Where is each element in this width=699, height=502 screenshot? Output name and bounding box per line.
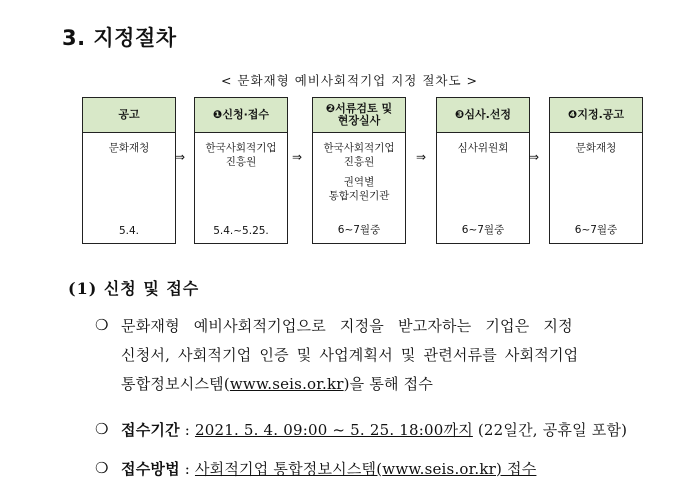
period-label: 접수기간 <box>121 421 180 439</box>
step-header: 공고 <box>83 98 175 133</box>
paragraph-line: 신청서, 사회적기업 인증 및 사업계획서 및 관련서류를 사회적기업 <box>121 346 579 364</box>
step-box-application <box>194 97 288 244</box>
paragraph-line: 통합정보시스템(www.seis.or.kr)을 통해 접수 <box>121 375 434 393</box>
seis-link[interactable]: www.seis.or.kr <box>382 460 497 478</box>
step-box-selection <box>436 97 530 244</box>
step-header: ❷서류검토 및 현장실사 <box>313 98 405 133</box>
step-date: 5.4. <box>118 225 140 237</box>
step-header: ❸심사.선정 <box>437 98 529 133</box>
step-agency: 진흥원 <box>343 156 375 168</box>
method-value: 사회적기업 통합정보시스템(www.seis.or.kr) 접수 <box>194 460 537 478</box>
paragraph-line: 문화재형 예비사회적기업으로 지정을 받고자하는 기업은 지정 <box>121 317 573 335</box>
flow-arrow-icon: ⇒ <box>174 150 186 164</box>
step-date: 6~7월중 <box>461 224 505 236</box>
step-agency: 한국사회적기업 <box>205 142 277 154</box>
method-label: 접수방법 <box>121 460 180 478</box>
step-agency: 권역별 <box>343 176 375 188</box>
step-agency: 통합지원기관 <box>328 190 390 202</box>
flow-arrow-icon: ⇒ <box>415 150 427 164</box>
paragraph-application-info <box>121 312 641 399</box>
subsection-title: (1) 신청 및 접수 <box>68 279 200 298</box>
step-box-review <box>312 97 406 244</box>
step-agency: 심사위원회 <box>457 142 509 154</box>
step-date: 5.4.~5.25. <box>213 225 269 237</box>
step-box-designation <box>549 97 643 244</box>
flow-chart-title: < 문화재형 예비사회적기업 지정 절차도 > <box>220 73 478 88</box>
bullet-icon: ❍ <box>95 316 109 334</box>
paragraph-method: 접수방법 : 사회적기업 통합정보시스템(www.seis.or.kr) 접수 <box>121 460 537 478</box>
period-value: 2021. 5. 4. 09:00 ~ 5. 25. 18:00까지 <box>194 421 473 439</box>
seis-link[interactable]: www.seis.or.kr <box>229 375 344 393</box>
step-header: ❶신청·접수 <box>195 98 287 133</box>
paragraph-period: 접수기간 : 2021. 5. 4. 09:00 ~ 5. 25. 18:00까지 (22일간, 공휴일 포함) <box>121 421 628 439</box>
section-title: 3. 지정절차 <box>62 26 177 50</box>
step-box-announcement <box>82 97 176 244</box>
flow-arrow-icon: ⇒ <box>528 150 540 164</box>
period-note: (22일간, 공휴일 포함) <box>472 421 628 439</box>
step-header: ❹지정.공고 <box>550 98 642 133</box>
step-agency: 한국사회적기업 <box>323 142 395 154</box>
step-agency: 문화재청 <box>108 142 150 154</box>
bullet-icon: ❍ <box>95 420 109 438</box>
step-date: 6~7월중 <box>574 224 618 236</box>
step-agency: 진흥원 <box>225 156 257 168</box>
bullet-icon: ❍ <box>95 459 109 477</box>
flow-arrow-icon: ⇒ <box>291 150 303 164</box>
step-date: 6~7월중 <box>337 224 381 236</box>
step-agency: 문화재청 <box>575 142 617 154</box>
